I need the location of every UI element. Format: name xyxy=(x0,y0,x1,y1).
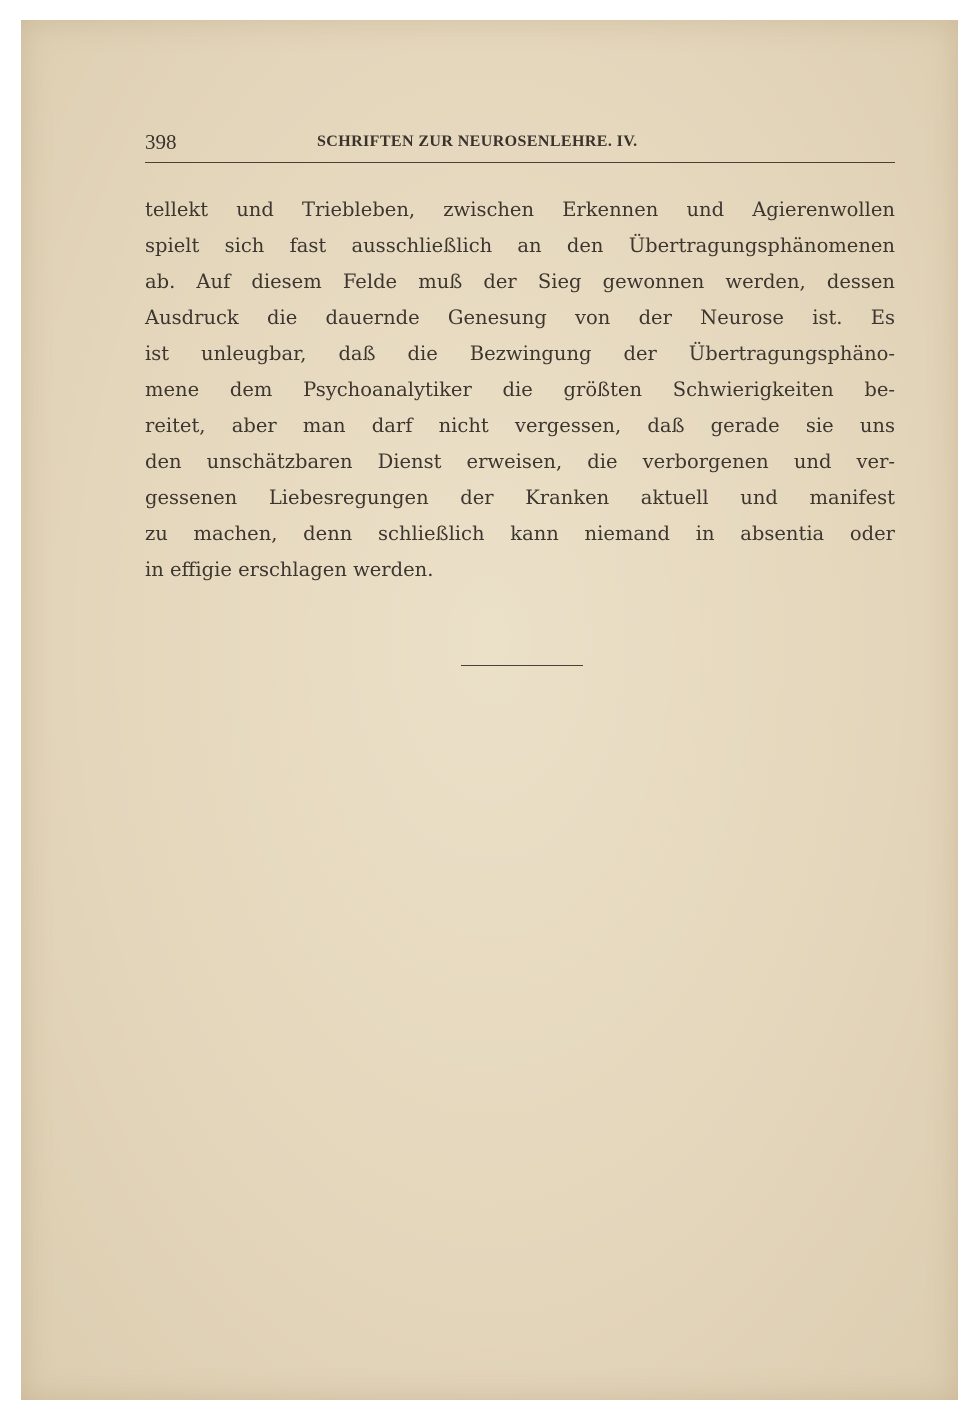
text-line: Ausdruck die dauernde Genesung von der Neurose ist. Es xyxy=(145,306,895,329)
book-page xyxy=(21,20,958,1400)
text-line: ab. Auf diesem Felde muß der Sieg gewonnen werden, dessen xyxy=(145,270,895,293)
text-line: zu machen, denn schließlich kann niemand in absentia oder xyxy=(145,522,895,545)
text-line: tellekt und Triebleben, zwischen Erkennen und Agierenwollen xyxy=(145,198,895,221)
text-line: mene dem Psychoanalytiker die größten Schwierigkeiten be- xyxy=(145,378,895,401)
section-end-rule xyxy=(461,665,583,666)
running-head: SCHRIFTEN ZUR NEUROSENLEHRE. IV. xyxy=(317,133,638,150)
text-line: den unschätzbaren Dienst erweisen, die verborgenen und ver- xyxy=(145,450,895,473)
page-header xyxy=(145,130,895,163)
page-number: 398 xyxy=(145,130,177,154)
text-line: reitet, aber man darf nicht vergessen, daß gerade sie uns xyxy=(145,414,895,437)
text-line: gessenen Liebesregungen der Kranken aktuell und manifest xyxy=(145,486,895,509)
text-line: spielt sich fast ausschließlich an den Übertragungsphänomenen xyxy=(145,234,895,257)
text-line: ist unleugbar, daß die Bezwingung der Übertragungsphäno- xyxy=(145,342,895,365)
body-paragraph xyxy=(145,192,895,588)
text-line: in effigie erschlagen werden. xyxy=(145,558,434,581)
